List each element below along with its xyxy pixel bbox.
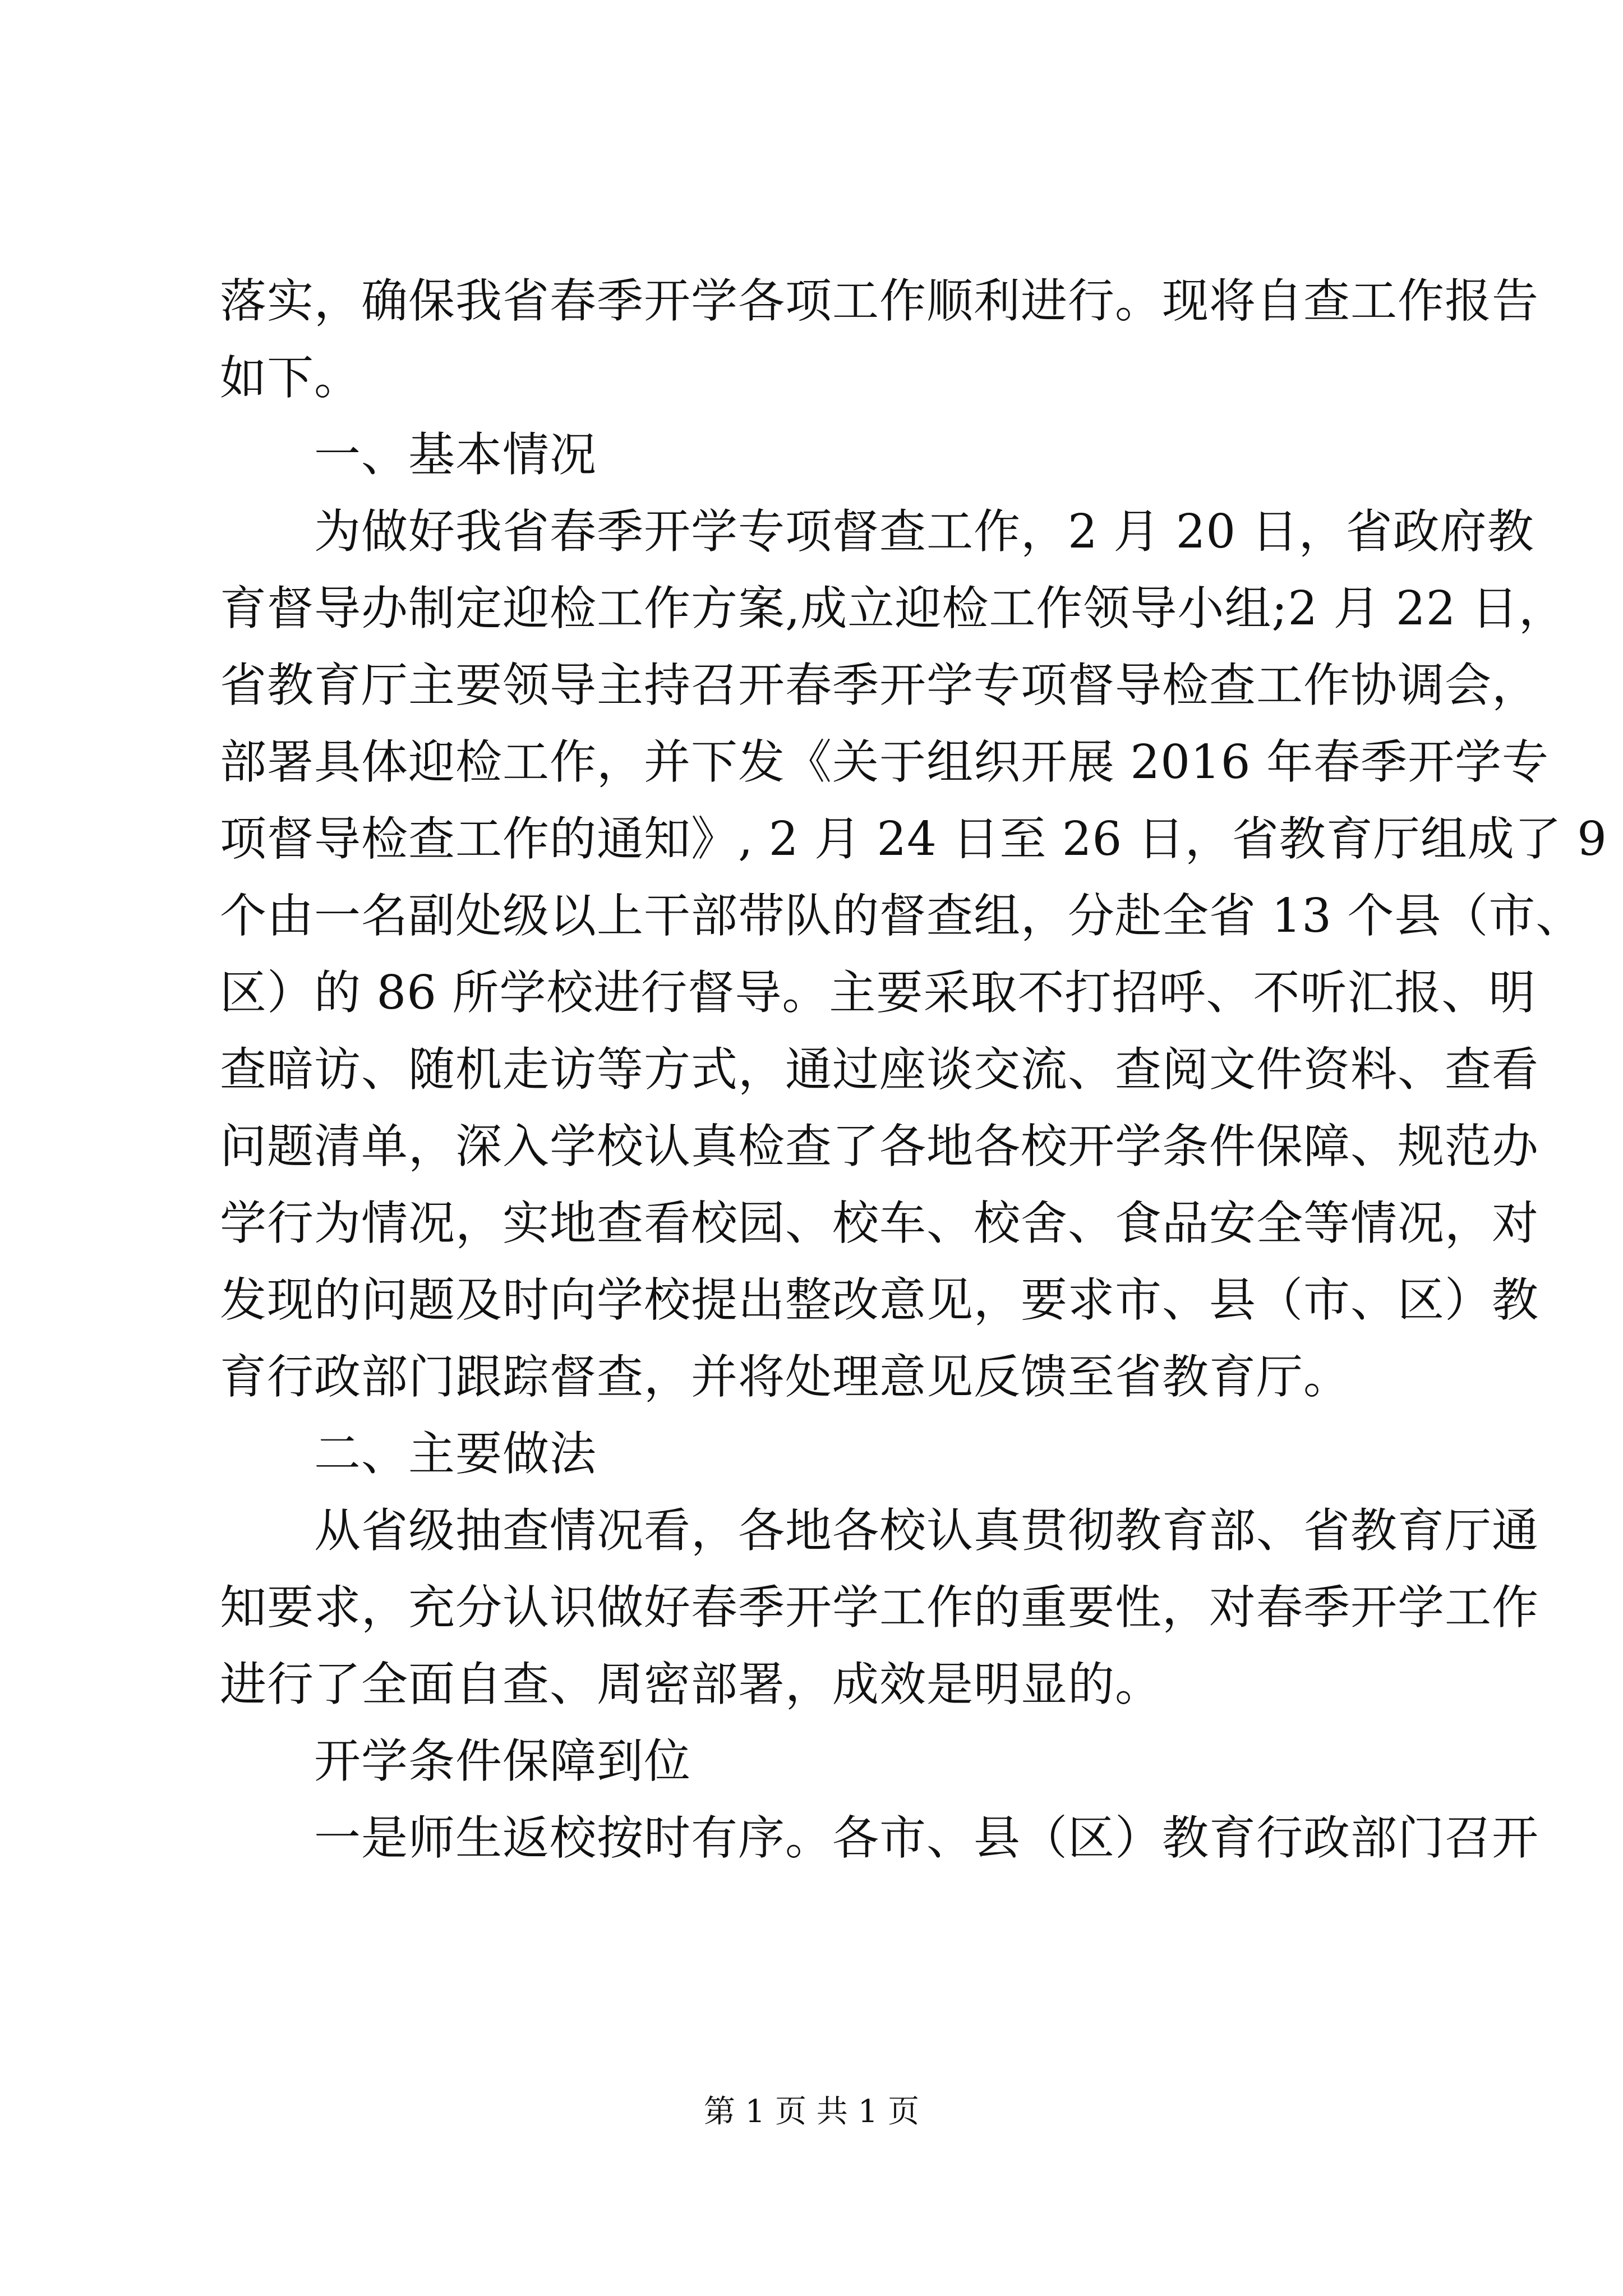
paragraph-line: 为做好我省春季开学专项督查工作，2 月 20 日，省政府教 [314,504,1534,559]
paragraph-line: 进行了全面自查、周密部署，成效是明显的。 [220,1657,1162,1711]
paragraph-line: 一是师生返校按时有序。各市、县（区）教育行政部门召开 [314,1811,1539,1865]
paragraph-line: 育行政部门跟踪督查，并将处理意见反馈至省教育厅。 [220,1350,1350,1404]
paragraph-line: 育督导办制定迎检工作方案,成立迎检工作领导小组;2 月 22 日， [220,581,1566,636]
paragraph-line: 学行为情况，实地查看校园、校车、校舍、食品安全等情况，对 [220,1196,1539,1250]
paragraph-line: 区）的 86 所学校进行督导。主要采取不打招呼、不听汇报、明 [220,965,1536,1020]
paragraph-line: 部署具体迎检工作，并下发《关于组织开展 2016 年春季开学专 [220,735,1549,789]
paragraph-line: 落实，确保我省春季开学各项工作顺利进行。现将自查工作报告 [220,274,1539,328]
paragraph-line: 发现的问题及时向学校提出整改意见，要求市、县（市、区）教 [220,1273,1539,1327]
paragraph-line: 知要求，充分认识做好春季开学工作的重要性，对春季开学工作 [220,1580,1539,1635]
paragraph-line: 从省级抽查情况看，各地各校认真贯彻教育部、省教育厅通 [314,1503,1539,1558]
paragraph-line: 问题清单，深入学校认真检查了各地各校开学条件保障、规范办 [220,1119,1539,1174]
section-heading: 一、基本情况 [314,427,597,482]
paragraph-line: 查暗访、随机走访等方式，通过座谈交流、查阅文件资料、查看 [220,1042,1539,1097]
subsection-heading: 开学条件保障到位 [314,1734,691,1788]
page-footer: 第 1 页 共 1 页 [703,2093,920,2130]
paragraph-line: 个由一名副处级以上干部带队的督查组，分赴全省 13 个县（市、 [220,889,1583,943]
paragraph-line: 省教育厅主要领导主持召开春季开学专项督导检查工作协调会， [220,658,1539,712]
paragraph-line: 如下。 [220,351,361,405]
document-body [220,263,1607,1876]
paragraph-line: 项督导检查工作的通知》, 2 月 24 日至 26 日，省教育厅组成了 9 [220,812,1607,866]
section-heading: 二、主要做法 [314,1427,597,1481]
